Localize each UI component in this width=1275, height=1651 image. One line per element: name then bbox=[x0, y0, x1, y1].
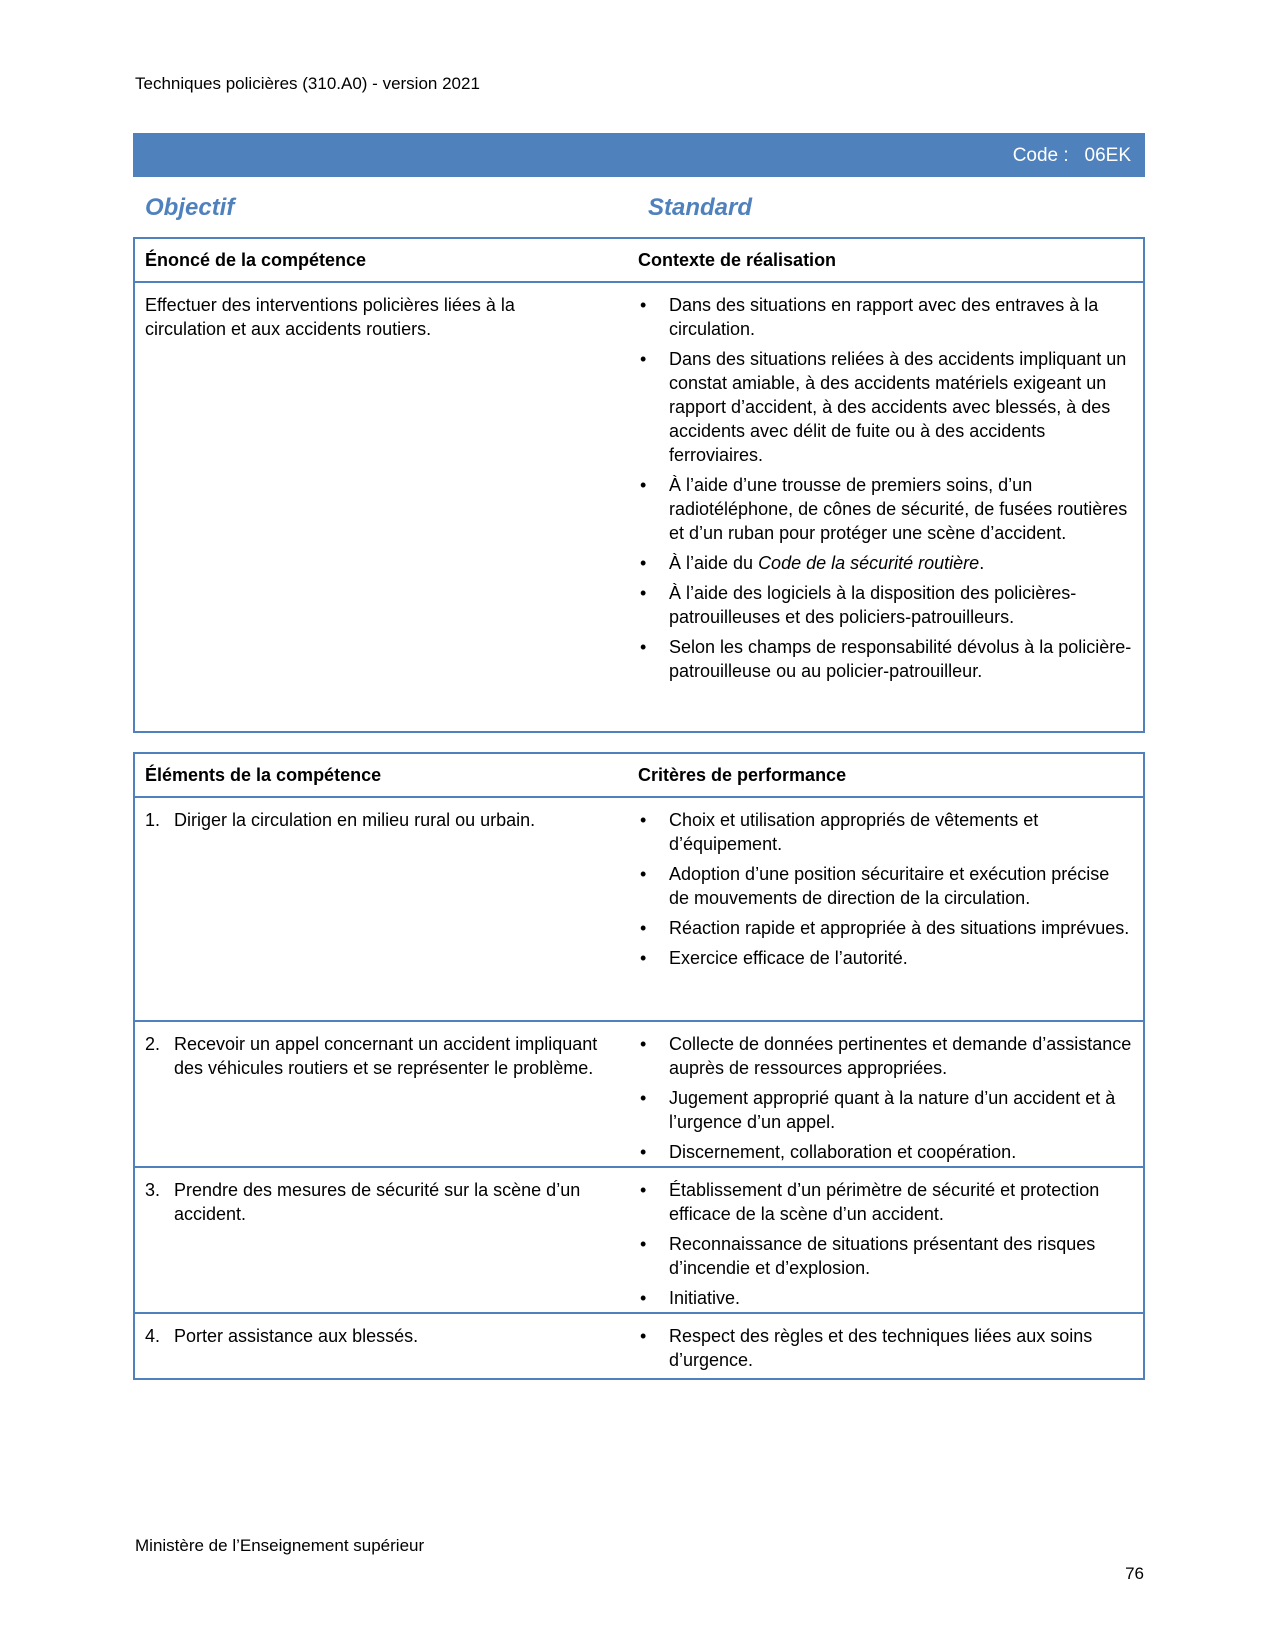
element-number: 1. bbox=[145, 810, 161, 830]
element-item bbox=[145, 1032, 608, 1080]
context-item: • Dans des situations en rapport avec des entraves à la circulation. bbox=[638, 293, 1133, 341]
element-number: 3. bbox=[145, 1180, 161, 1200]
element-text: Diriger la circulation en milieu rural ou urbain. bbox=[174, 810, 536, 830]
footer-ministry: Ministère de l’Enseignement supérieur bbox=[135, 1536, 425, 1555]
context-code-suffix: . bbox=[979, 553, 985, 573]
context-item-code bbox=[638, 551, 1133, 575]
criterion-item: • Reconnaissance de situations présentant des risques d’incendie et d’explosion. bbox=[638, 1232, 1133, 1280]
context-item: • Dans des situations reliées à des accidents impliquant un constat amiable, à des accidents matériels exigeant un rapport d’accident, à des accidents avec blessés, à des accidents avec délit de fuite ou à des accidents ferroviaires. bbox=[638, 347, 1133, 467]
elements-table bbox=[133, 752, 1145, 1380]
criteria-list bbox=[638, 808, 1133, 970]
header-criteres: Critères de performance bbox=[638, 765, 847, 785]
context-list bbox=[638, 293, 1133, 683]
criterion-item: • Réaction rapide et appropriée à des situations imprévues. bbox=[638, 916, 1133, 940]
context-item: • Selon les champs de responsabilité dévolus à la policière-patrouilleuse ou au policier-patrouilleur. bbox=[638, 635, 1133, 683]
header-contexte: Contexte de réalisation bbox=[638, 250, 837, 270]
context-item: • À l’aide d’une trousse de premiers soins, d’un radiotéléphone, de cônes de sécurité, de fusées routières et d’un ruban pour protéger une scène d’accident. bbox=[638, 473, 1133, 545]
context-item: • À l’aide des logiciels à la disposition des policières-patrouilleuses et des policiers-patrouilleurs. bbox=[638, 581, 1133, 629]
header-elements: Éléments de la compétence bbox=[145, 765, 382, 785]
table-row bbox=[135, 798, 1143, 1022]
criteria-list bbox=[638, 1032, 1133, 1164]
element-text: Porter assistance aux blessés. bbox=[174, 1326, 419, 1346]
criterion-item: • Adoption d’une position sécuritaire et exécution précise de mouvements de direction de la circulation. bbox=[638, 862, 1133, 910]
criterion-item: • Jugement approprié quant à la nature d’un accident et à l’urgence d’un appel. bbox=[638, 1086, 1133, 1134]
code-value: 06EK bbox=[1084, 145, 1131, 166]
context-code-prefix: À l’aide du bbox=[669, 553, 759, 573]
criteria-list bbox=[638, 1324, 1133, 1372]
document-header: Techniques policières (310.A0) - version 2021 bbox=[135, 74, 480, 93]
competence-table bbox=[133, 237, 1145, 733]
criterion-item: • Respect des règles et des techniques liées aux soins d’urgence. bbox=[638, 1324, 1133, 1372]
criterion-item: • Discernement, collaboration et coopération. bbox=[638, 1140, 1133, 1164]
criterion-item: • Établissement d’un périmètre de sécurité et protection efficace de la scène d’un accident. bbox=[638, 1178, 1133, 1226]
element-item bbox=[145, 1324, 608, 1348]
element-number: 2. bbox=[145, 1034, 161, 1054]
criterion-item: • Choix et utilisation appropriés de vêtements et d’équipement. bbox=[638, 808, 1133, 856]
table-row bbox=[135, 1314, 1143, 1384]
element-item bbox=[145, 808, 608, 832]
section-title-standard: Standard bbox=[648, 194, 753, 221]
element-text: Prendre des mesures de sécurité sur la scène d’un accident. bbox=[174, 1180, 581, 1224]
competence-row bbox=[135, 283, 1143, 695]
criteria-list bbox=[638, 1178, 1133, 1310]
criterion-item: • Collecte de données pertinentes et demande d’assistance auprès de ressources appropriées. bbox=[638, 1032, 1133, 1080]
page-number: 76 bbox=[1125, 1564, 1144, 1583]
table-row bbox=[135, 1022, 1143, 1168]
code-bar bbox=[133, 133, 1145, 177]
section-titles bbox=[145, 194, 1135, 224]
criterion-item: • Initiative. bbox=[638, 1286, 1133, 1310]
code-label: Code : bbox=[1012, 145, 1069, 166]
table-row bbox=[135, 1168, 1143, 1314]
element-text: Recevoir un appel concernant un accident impliquant des véhicules routiers et se représenter le problème. bbox=[174, 1034, 598, 1078]
competence-statement: Effectuer des interventions policières liées à la circulation et aux accidents routiers. bbox=[145, 295, 515, 339]
criterion-item: • Exercice efficace de l’autorité. bbox=[638, 946, 1133, 970]
competence-table-header bbox=[135, 239, 1143, 283]
section-title-objectif: Objectif bbox=[145, 194, 235, 221]
element-item bbox=[145, 1178, 608, 1226]
element-number: 4. bbox=[145, 1326, 161, 1346]
context-code-title: Code de la sécurité routière bbox=[758, 553, 980, 573]
elements-table-header bbox=[135, 754, 1143, 798]
header-enonce: Énoncé de la compétence bbox=[145, 250, 367, 270]
